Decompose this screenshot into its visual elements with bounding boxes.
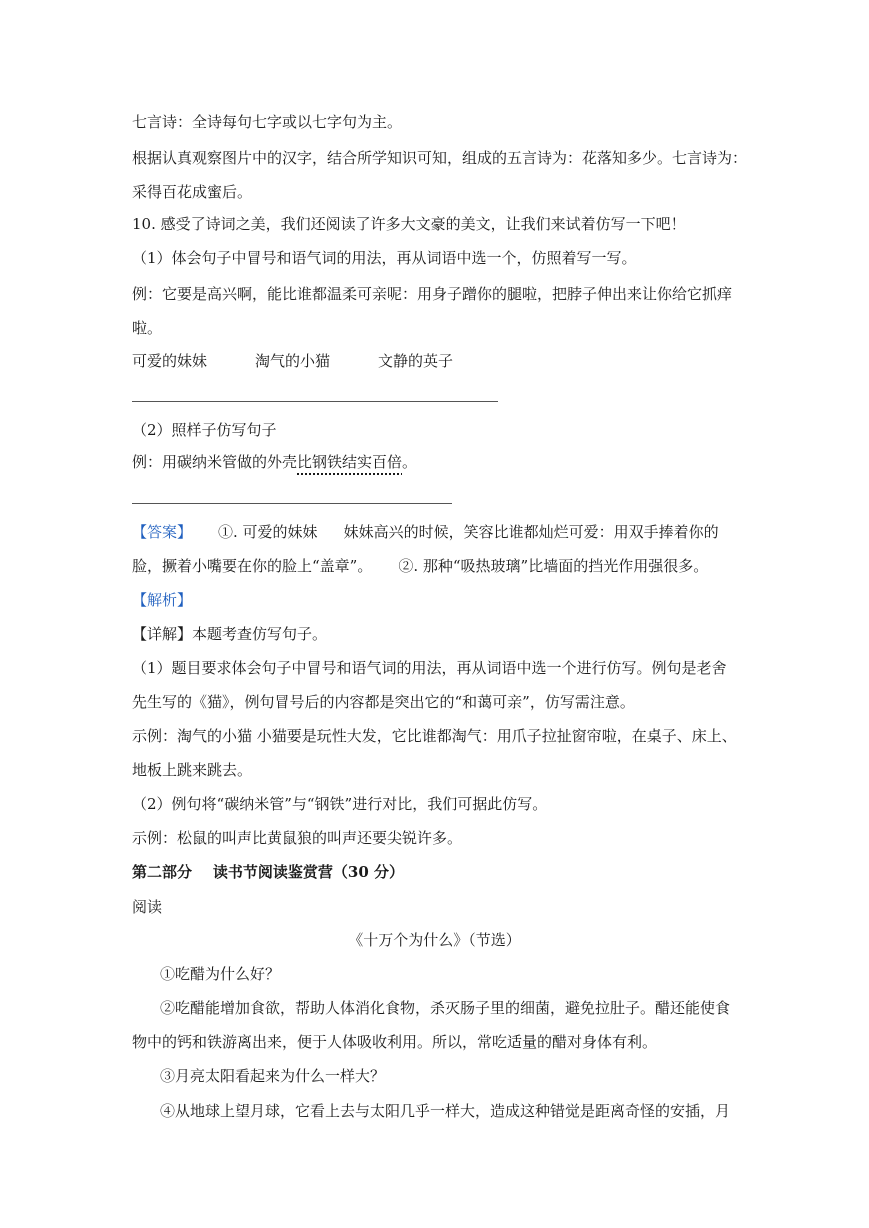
word-options bbox=[132, 351, 453, 371]
detail-heading: 【详解】本题考查仿写句子。 bbox=[132, 625, 328, 643]
example-sentence: 例：用碳纳米管做的外壳比钢铁结实百倍。 bbox=[132, 453, 418, 471]
text-line: 阅读 bbox=[132, 898, 163, 916]
answer-blank-line bbox=[132, 503, 452, 504]
text-line: 采得百花成蜜后。 bbox=[132, 183, 253, 201]
text-line: 示例：松鼠的叫声比黄鼠狼的叫声还要尖锐许多。 bbox=[132, 829, 463, 847]
question-10: 10. 感受了诗词之美，我们还阅读了许多大文豪的美文，让我们来试着仿写一下吧！ bbox=[132, 215, 686, 233]
sub-question-2: （2）照样子仿写句子 bbox=[132, 421, 277, 439]
text-line: （2）例句将“碳纳米管”与“钢铁”进行对比，我们可据此仿写。 bbox=[132, 795, 548, 813]
text-line: 根据认真观察图片中的汉字，结合所学知识可知，组成的五言诗为：花落知多少。七言诗为： bbox=[132, 149, 748, 167]
text-line: （1）题目要求体会句子中冒号和语气词的用法，再从词语中选一个进行仿写。例句是老舍 bbox=[132, 659, 727, 677]
passage-line: 物中的钙和铁游离出来，便于人体吸收利用。所以，常吃适量的醋对身体有利。 bbox=[132, 1033, 658, 1051]
passage-line: ①吃醋为什么好？ bbox=[160, 965, 281, 983]
word-option: 文静的英子 bbox=[378, 352, 454, 370]
passage-line: ④从地球上望月球，它看上去与太阳几乎一样大，造成这种错觉是距离奇怪的安插，月 bbox=[160, 1102, 731, 1120]
text-line: 示例：淘气的小猫 小猫要是玩性大发，它比谁都淘气：用爪子拉扯窗帘啦，在桌子、床上、 bbox=[132, 727, 737, 745]
text-line: 七言诗：全诗每句七字或以七字句为主。 bbox=[132, 113, 403, 131]
text-line: 先生写的《猫》，例句冒号后的内容都是突出它的“和蔼可亲”，仿写需注意。 bbox=[132, 693, 635, 711]
passage-line: ②吃醋能增加食欲，帮助人体消化食物，杀灭肠子里的细菌，避免拉肚子。醋还能使食 bbox=[160, 999, 731, 1017]
example-sentence: 例：它要是高兴啊，能比谁都温柔可亲呢：用身子蹭你的腿啦，把脖子伸出来让你给它抓痒 bbox=[132, 285, 733, 303]
sub-question-1: （1）体会句子中冒号和语气词的用法，再从词语中选一个，仿照着写一写。 bbox=[132, 249, 637, 267]
section-heading: 第二部分 读书节阅读鉴赏营（30 分） bbox=[132, 863, 404, 881]
passage-line: ③月亮太阳看起来为什么一样大？ bbox=[160, 1067, 386, 1085]
answer-line: 【答案】 ①. 可爱的妹妹 妹妹高兴的时候，笑容比谁都灿烂可爱：用双手捧着你的 bbox=[132, 523, 719, 541]
word-option: 淘气的小猫 bbox=[255, 352, 331, 370]
answer-blank-line bbox=[132, 401, 498, 402]
emphasis-dots: 比钢铁结实百倍 bbox=[297, 453, 403, 471]
text-line: 地板上跳来跳去。 bbox=[132, 761, 253, 779]
word-option: 可爱的妹妹 bbox=[132, 352, 208, 370]
answer-tag: 【答案】 bbox=[132, 523, 193, 541]
answer-line: 脸，撅着小嘴要在你的脸上“盖章”。 ②. 那种“吸热玻璃”比墙面的挡光作用强很多。 bbox=[132, 557, 709, 575]
analysis-tag: 【解析】 bbox=[132, 591, 193, 609]
passage-title: 《十万个为什么》（节选） bbox=[348, 931, 521, 949]
text-line: 啦。 bbox=[132, 319, 163, 337]
